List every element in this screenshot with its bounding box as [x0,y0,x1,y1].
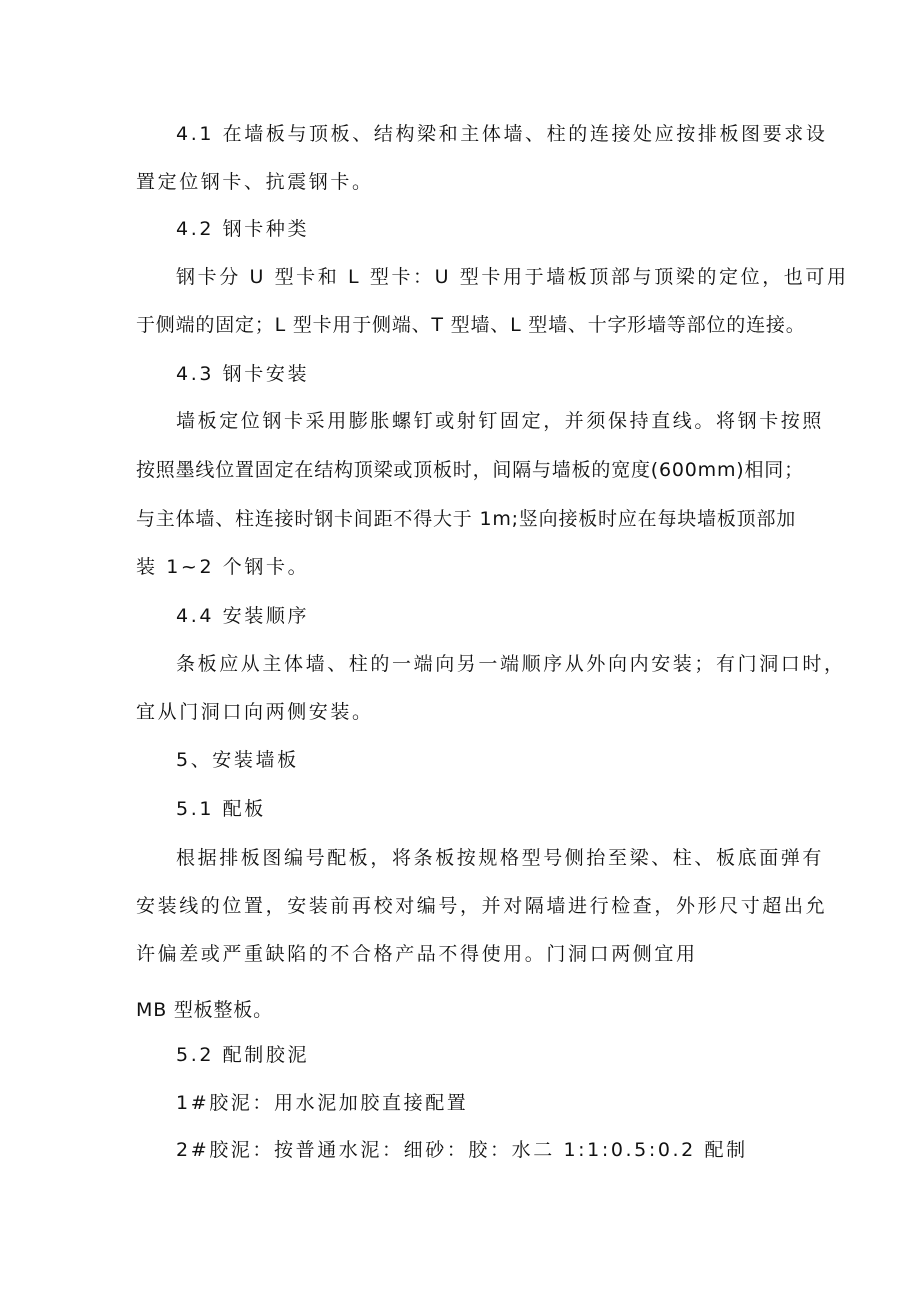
heading-4-3: 4.3 钢卡安装 [176,363,310,385]
paragraph-4-2-line-1: 钢卡分 U 型卡和 L 型卡：U 型卡用于墙板顶部与顶梁的定位，也可用 [176,266,849,288]
paragraph-5-1-line-3: 许偏差或严重缺陷的不合格产品不得使用。门洞口两侧宜用 [136,943,698,965]
paragraph-4-3-line-4: 装 1~2 个钢卡。 [136,556,310,578]
paragraph-5-1-line-4: MB 型板整板。 [136,999,273,1021]
recipe-1: 1#胶泥：用水泥加胶直接配置 [176,1092,469,1114]
paragraph-5-1-line-2: 安装线的位置，安装前再校对编号，并对隔墙进行检查，外形尺寸超出允 [136,895,828,917]
paragraph-4-1-line-2: 置定位钢卡、抗震钢卡。 [136,171,374,193]
paragraph-5-1-line-1: 根据排板图编号配板，将条板按规格型号侧抬至梁、柱、板底面弹有 [176,847,825,869]
paragraph-4-3-line-2: 按照墨线位置固定在结构顶梁或顶板时，间隔与墙板的宽度(600mm)相同； [136,459,804,481]
paragraph-4-4-line-2: 宜从门洞口向两侧安装。 [136,701,374,723]
heading-5-1: 5.1 配板 [176,798,266,820]
heading-5: 5、安装墙板 [176,749,299,771]
paragraph-4-1-line-1: 4.1 在墙板与顶板、结构梁和主体墙、柱的连接处应按排板图要求设 [176,123,828,145]
heading-5-2: 5.2 配制胶泥 [176,1044,310,1066]
heading-4-2: 4.2 钢卡种类 [176,218,310,240]
paragraph-4-3-line-3: 与主体墙、柱连接时钢卡间距不得大于 1m;竖向接板时应在每块墙板顶部加 [136,508,797,530]
paragraph-4-2-line-2: 于侧端的固定；L 型卡用于侧端、T 型墙、L 型墙、十字形墙等部位的连接。 [136,314,806,336]
paragraph-4-3-line-1: 墙板定位钢卡采用膨胀螺钉或射钉固定，并须保持直线。将钢卡按照 [176,410,825,432]
heading-4-4: 4.4 安装顺序 [176,605,310,627]
recipe-2: 2#胶泥：按普通水泥：细砂：胶：水二 1:1:0.5:0.2 配制 [176,1139,748,1161]
paragraph-4-4-line-1: 条板应从主体墙、柱的一端向另一端顺序从外向内安装；有门洞口时， [176,653,846,675]
